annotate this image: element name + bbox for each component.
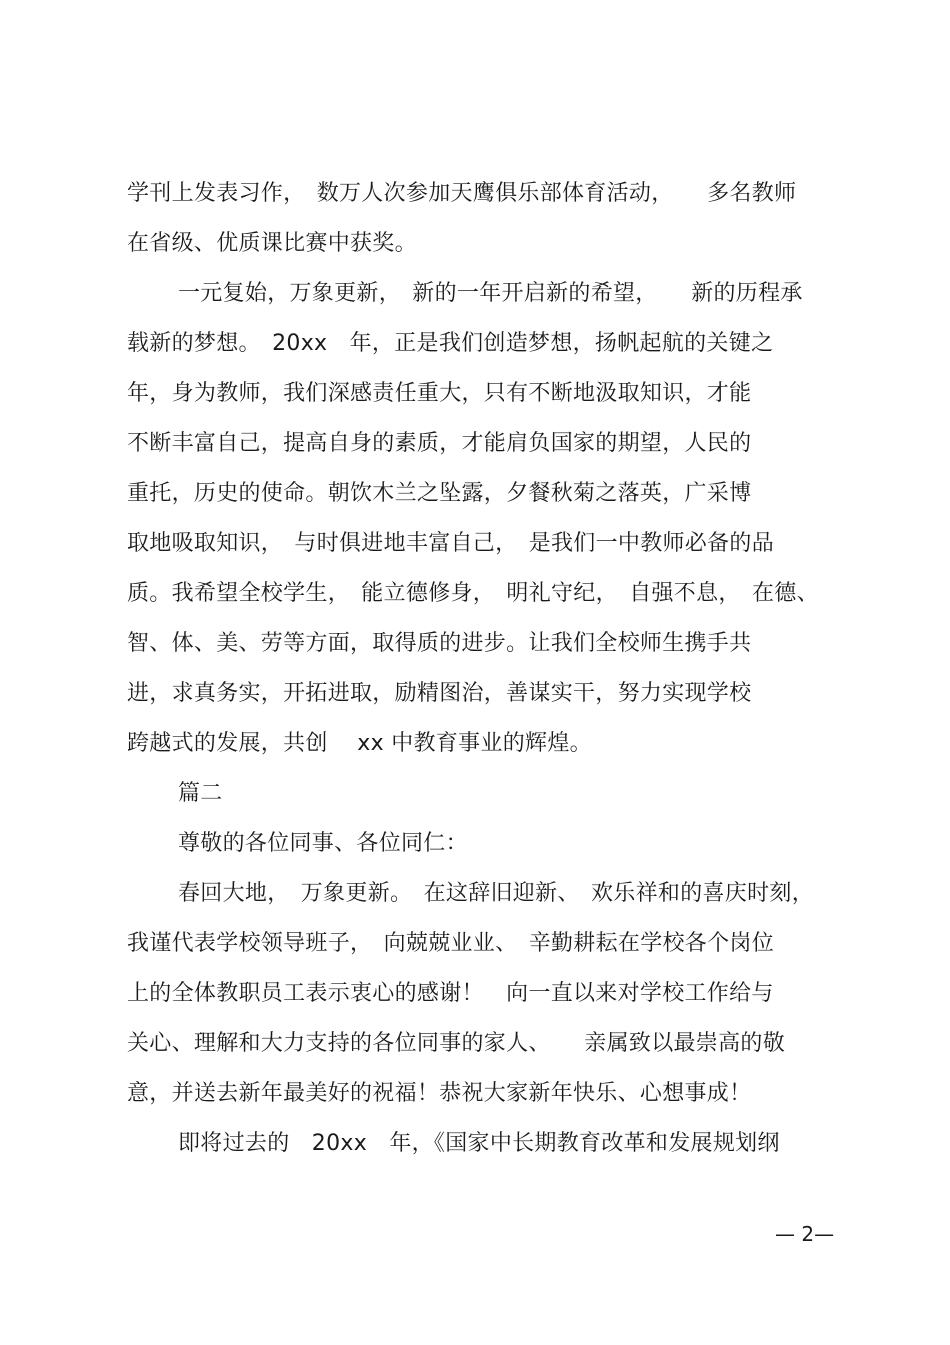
text-line: 不断丰富自己，提高自身的素质，才能肩负国家的期望，人民的 [127, 431, 752, 456]
text-line: 在省级、优质课比赛中获奖。 [127, 231, 417, 256]
text-line: 年，身为教师，我们深感责任重大，只有不断地汲取知识，才能 [127, 381, 752, 406]
text-line: 即将过去的 20xx 年，《国家中长期教育改革和发展规划纲 [178, 1131, 780, 1156]
text-line: 进，求真务实，开拓进取，励精图治，善谋实干，努力实现学校 [127, 681, 752, 706]
text-line: 意，并送去新年最美好的祝福！恭祝大家新年快乐、心想事成！ [127, 1081, 752, 1106]
text-line: 关心、理解和大力支持的各位同事的家人、 亲属致以最崇高的敬 [127, 1031, 786, 1056]
page-number: — 2— [775, 1222, 835, 1246]
text-line: 取地吸取知识， 与时俱进地丰富自己， 是我们一中教师必备的品 [127, 531, 775, 556]
section-heading: 篇二 [178, 781, 223, 806]
text-line: 质。我希望全校学生， 能立德修身， 明礼守纪， 自强不息， 在德、 [127, 581, 819, 606]
text-line: 我谨代表学校领导班子， 向兢兢业业、 辛勤耕耘在学校各个岗位 [127, 931, 775, 956]
salutation: 尊敬的各位同事、各位同仁： [178, 831, 468, 856]
text-line: 载新的梦想。 20xx 年，正是我们创造梦想，扬帆起航的关键之 [127, 331, 774, 356]
text-line: 上的全体教职员工表示衷心的感谢！ 向一直以来对学校工作给与 [127, 981, 774, 1006]
text-line: 跨越式的发展，共创 xx 中教育事业的辉煌。 [127, 731, 592, 756]
text-line: 春回大地， 万象更新。 在这辞旧迎新、 欢乐祥和的喜庆时刻， [178, 881, 815, 906]
text-line: 学刊上发表习作， 数万人次参加天鹰俱乐部体育活动， 多名教师 [127, 181, 797, 206]
text-line: 一元复始，万象更新， 新的一年开启新的希望， 新的历程承 [178, 281, 803, 306]
text-line: 重托，历史的使命。朝饮木兰之坠露，夕餐秋菊之落英，广采博 [127, 481, 752, 506]
text-line: 智、体、美、劳等方面，取得质的进步。让我们全校师生携手共 [127, 631, 752, 656]
